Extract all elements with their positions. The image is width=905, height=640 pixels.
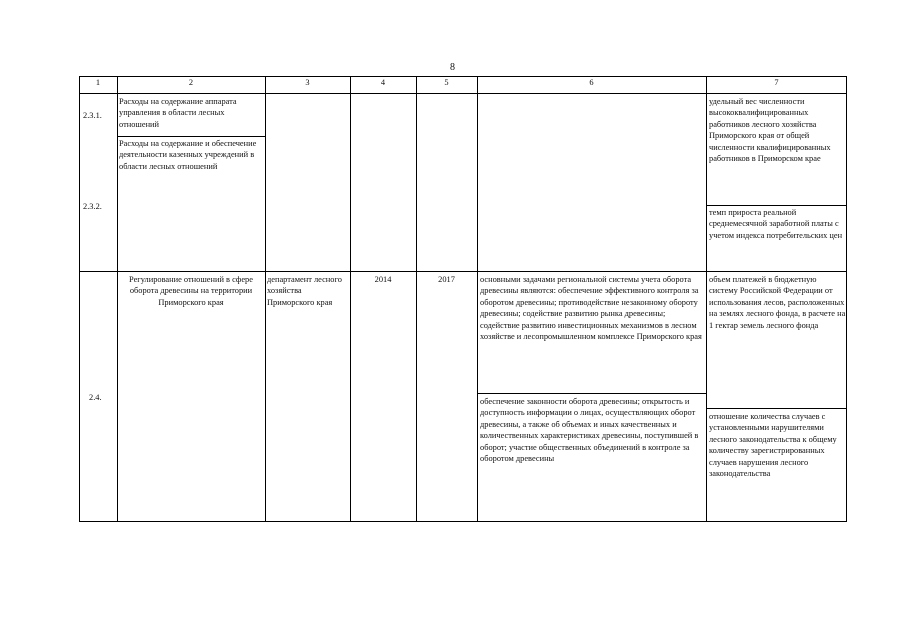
col-border-1-2 [117,76,118,522]
row-24-indicator-b: отношение количества случаев с установленными нарушителями лесного законодательства к общему количеству зарегистрированных случаев нарушения лесного законодательства [709,412,837,479]
row-24-executor: департамент лесного хозяйства Приморского края [267,275,342,307]
row-24-start-year: 2014 [374,275,392,284]
row-24-result-a: основными задачами региональной системы учета оборота древесины являются: обеспечение эффективного контроля за оборотом древесины; противодействие незаконному обороту древесины; содействие развитию рынка древесины; содействие развитию инвестиционных механизмов в лесном хозяйстве и лесопромышленном комплексе Приморского края [480,275,702,342]
table-border-bottom [79,521,847,522]
col-border-right [846,76,847,522]
result-divider-24 [477,393,706,394]
table-border-top [79,76,847,77]
header-col-6: 6 [589,78,594,87]
row-232-number: 2.3.2. [83,202,102,211]
row-23-indicator-b: темп прироста реальной среднемесячной заработной платы с учетом индекса потребительских цен [709,208,843,240]
page-number: 8 [450,62,455,73]
indicator-divider-23 [706,205,847,206]
col-border-6-7 [706,76,707,522]
col-border-left [79,76,80,522]
row-232-name: Расходы на содержание и обеспечение деятельности казенных учреждений в области лесных отношений [119,139,257,171]
header-row-divider [79,93,847,94]
header-col-5: 5 [444,78,449,87]
row-24-number: 2.4. [89,393,102,402]
row-24-indicator-a: объем платежей в бюджетную систему Российской Федерации от использования лесов, расположенных на землях лесного фонда, в расчете на 1 гектар земель лесного фонда [709,275,846,330]
col-border-2-3 [265,76,266,522]
header-col-2: 2 [188,78,194,87]
row-divider-231 [117,136,265,137]
header-col-7: 7 [774,78,779,87]
measures-table [79,76,847,522]
header-col-1: 1 [95,78,101,87]
row-23-indicator-a: удельный вес численности высококвалифицированных работников лесного хозяйства Приморского края от общей численности квалифицированных работников в Приморском крае [709,97,831,164]
header-col-3: 3 [305,78,310,87]
col-border-3-4 [350,76,351,522]
row-231-name: Расходы на содержание аппарата управления в области лесных отношений [119,97,237,129]
header-col-4: 4 [380,78,386,87]
row-24-name: Регулирование отношений в сфере оборота древесины на территории Приморского края [129,275,253,307]
col-border-5-6 [477,76,478,522]
row-231-number: 2.3.1. [83,111,102,120]
row-24-result-b: обеспечение законности оборота древесины; открытость и доступность информации о лицах, осуществляющих оборот древесины, а также об объемах и иных качественных и количественных характеристиках древесины, поступившей в оборот; участие общественных объединений в контроле за оборотом древесины [480,397,699,464]
indicator-divider-24 [706,408,847,409]
row-divider-23-24 [79,271,847,272]
col-border-4-5 [416,76,417,522]
row-24-end-year: 2017 [438,275,455,284]
